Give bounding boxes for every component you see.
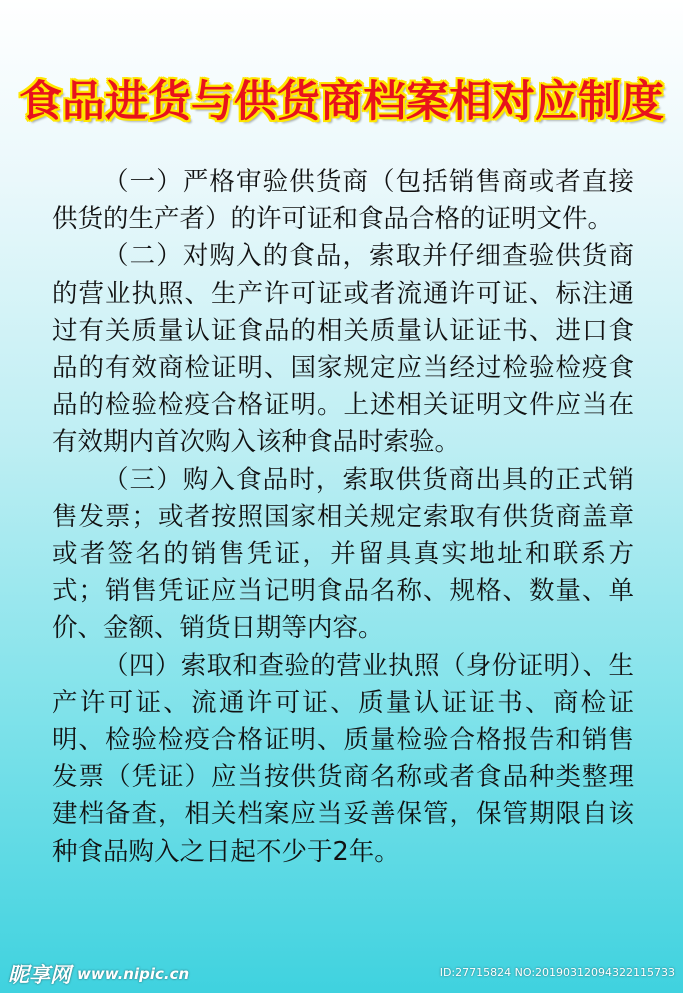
document-body — [52, 164, 634, 871]
paragraph-2: （二）对购入的食品，索取并仔细查验供货商的营业执照、生产许可证或者流通许可证、标注通过有关质量认证食品的相关质量认证证书、进口食品的有效商检证明、国家规定应当经过检验检疫食品的检验检疫合格证明。上述相关证明文件应当在有效期内首次购入该种食品时索验。 — [52, 241, 634, 458]
document-title: 食品进货与供货商档案相对应制度 — [19, 77, 664, 127]
watermark-brand — [8, 962, 189, 986]
paragraph-1: （一）严格审验供货商（包括销售商或者直接供货的生产者）的许可证和食品合格的证明文件。 — [52, 167, 634, 235]
paragraph-3: （三）购入食品时，索取供货商出具的正式销售发票；或者按照国家相关规定索取有供货商盖章或者签名的销售凭证，并留具真实地址和联系方式；销售凭证应当记明食品名称、规格、数量、单价、金额、销货日期等内容。 — [52, 464, 634, 644]
watermark-id: ID:27715824 NO:20190312094322115733 — [439, 966, 675, 979]
watermark-logo: 昵享网 — [8, 963, 71, 987]
watermark-url: www.nipic.cn — [77, 965, 190, 983]
paragraph-4: （四）索取和查验的营业执照（身份证明）、生产许可证、流通许可证、质量认证证书、商检证明、检验检疫合格证明、质量检验合格报告和销售发票（凭证）应当按供货商名称或者食品种类整理建档备查，相关档案应当妥善保管，保管期限自该种食品购入之日起不少于2年。 — [52, 650, 634, 867]
